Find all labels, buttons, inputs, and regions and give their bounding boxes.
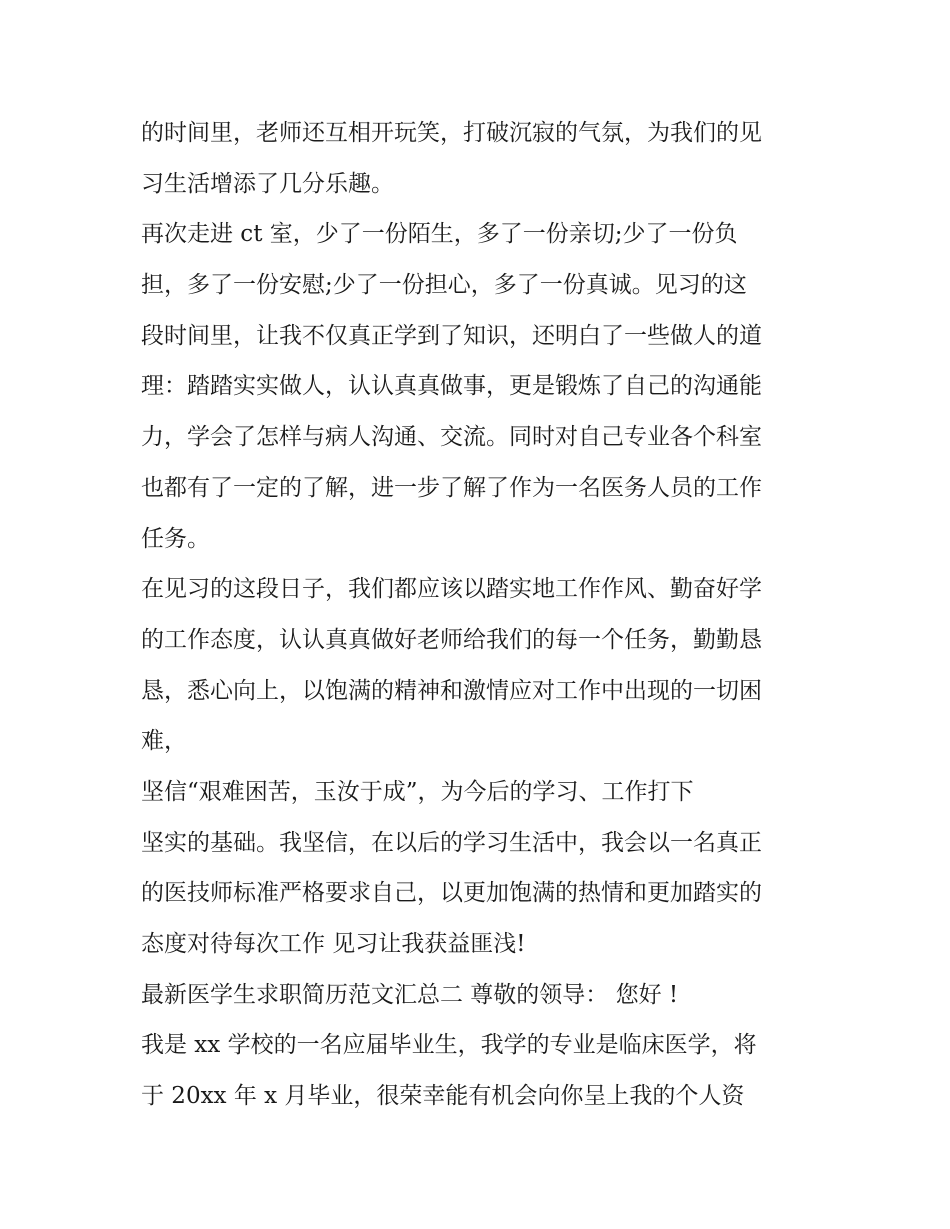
- text-line: 坚信“艰难困苦，玉汝于成”，为今后的学习、工作打下: [141, 778, 694, 805]
- text-line: 力，学会了怎样与病人沟通、交流。同时对自己专业各个科室: [141, 424, 762, 451]
- text-line: 我是 xx 学校的一名应届毕业生，我学的专业是临床医学，将: [141, 1032, 757, 1059]
- text-line: 态度对待每次工作 见习让我获益匪浅!: [141, 931, 526, 957]
- text-line: 担，多了一份安慰;少了一份担心，多了一份真诚。见习的这: [141, 272, 747, 299]
- text-line: 也都有了一定的了解，进一步了解了作为一名医务人员的工作: [141, 474, 762, 501]
- document-body: [141, 108, 821, 1122]
- text-line: 再次走进 ct 室，少了一份陌生，多了一份亲切;少了一份负: [141, 221, 738, 248]
- text-line: 的时间里，老师还互相开玩笑，打破沉寂的气氛，为我们的见: [141, 120, 762, 146]
- text-line: 难，: [141, 728, 187, 755]
- text-line: 任务。: [141, 525, 210, 552]
- text-line: 段时间里，让我不仅真正学到了知识，还明白了一些做人的道: [141, 322, 762, 349]
- text-line: 最新医学生求职简历范文汇总二 尊敬的领导： 您好 !: [141, 981, 679, 1008]
- text-line: 在见习的这段日子，我们都应该以踏实地工作作风、勤奋好学: [141, 576, 762, 603]
- text-line: 习生活增添了几分乐趣。: [141, 170, 394, 197]
- text-line: 理：踏踏实实做人，认认真真做事，更是锻炼了自己的沟通能: [141, 373, 762, 400]
- text-line: 的工作态度，认认真真做好老师给我们的每一个任务，勤勤恳: [141, 626, 762, 653]
- text-line: 恳，悉心向上，以饱满的精神和激情应对工作中出现的一切困: [141, 677, 762, 704]
- text-line: 于 20xx 年 x 月毕业，很荣幸能有机会向你呈上我的个人资: [141, 1083, 745, 1110]
- text-line: 坚实的基础。我坚信，在以后的学习生活中，我会以一名真正: [141, 829, 762, 856]
- text-line: 的医技师标准严格要求自己，以更加饱满的热情和更加踏实的: [141, 880, 762, 907]
